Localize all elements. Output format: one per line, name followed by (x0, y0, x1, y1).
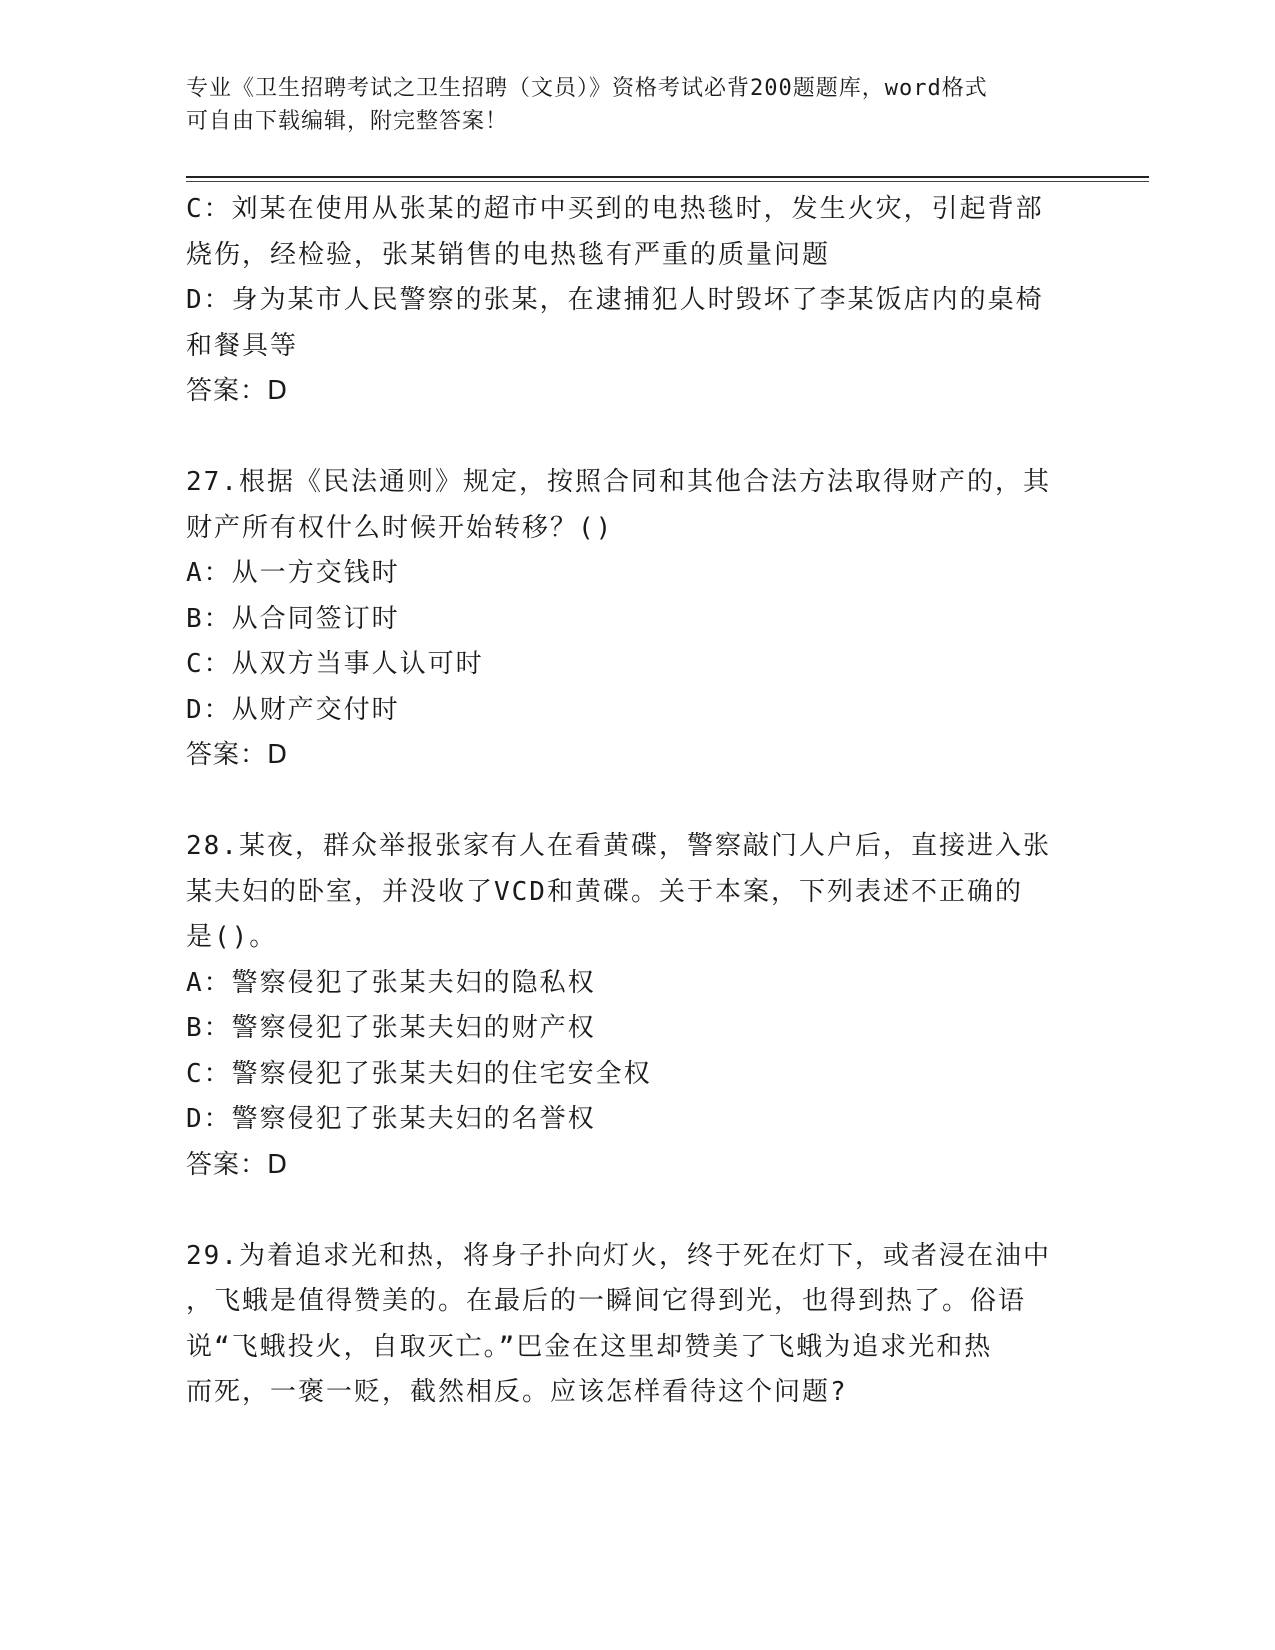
q28-answer: 答案：D (186, 1149, 289, 1180)
q28-stem-line-2: 某夫妇的卧室，并没收了VCD和黄碟。关于本案，下列表述不正确的 (186, 876, 1023, 907)
q27-stem-line-1: 27.根据《民法通则》规定，按照合同和其他合法方法取得财产的，其 (186, 467, 1051, 497)
q28-option-b: B：警察侵犯了张某夫妇的财产权 (186, 1013, 596, 1043)
q29-stem-line-1: 29.为着追求光和热，将身子扑向灯火，终于死在灯下，或者浸在油中 (186, 1240, 1051, 1271)
question-28 (186, 824, 1086, 1188)
document-header (186, 72, 1066, 138)
q27-option-a: A：从一方交钱时 (186, 558, 400, 588)
q27-stem-line-2: 财产所有权什么时候开始转移？() (186, 512, 614, 543)
header-divider-thick (186, 176, 1149, 178)
question-26 (186, 187, 1086, 415)
question-29 (186, 1234, 1086, 1416)
q26-option-d-line-2: 和餐具等 (186, 330, 299, 361)
question-27 (186, 460, 1086, 779)
q27-option-c: C：从双方当事人认可时 (186, 649, 484, 679)
q27-answer: 答案：D (186, 740, 289, 770)
q26-option-d-line-1: D：身为某市人民警察的张某，在逮捕犯人时毁坏了李某饭店内的桌椅 (186, 285, 1044, 315)
header-title-line-1: 专业《卫生招聘考试之卫生招聘（文员）》资格考试必背200题题库，word格式 (186, 76, 988, 101)
q28-option-c: C：警察侵犯了张某夫妇的住宅安全权 (186, 1058, 652, 1089)
q27-option-d: D：从财产交付时 (186, 694, 400, 725)
header-title-line-2: 可自由下载编辑，附完整答案！ (186, 109, 509, 134)
header-divider-thin (186, 181, 1149, 182)
q27-option-b: B：从合同签订时 (186, 603, 400, 634)
document-body (186, 187, 1086, 1416)
q26-answer: 答案：D (186, 376, 289, 406)
q28-option-d: D：警察侵犯了张某夫妇的名誉权 (186, 1104, 596, 1134)
q29-stem-line-4: 而死，一褒一贬，截然相反。应该怎样看待这个问题? (186, 1377, 848, 1407)
q26-option-c-line-2: 烧伤，经检验，张某销售的电热毯有严重的质量问题 (186, 239, 831, 270)
q26-option-c-line-1: C：刘某在使用从张某的超市中买到的电热毯时，发生火灾，引起背部 (186, 194, 1044, 224)
spacer (186, 415, 1086, 461)
spacer (186, 1188, 1086, 1234)
q28-stem-line-3: 是()。 (186, 922, 278, 952)
spacer (186, 779, 1086, 825)
q28-option-a: A：警察侵犯了张某夫妇的隐私权 (186, 967, 596, 998)
q29-stem-line-3: 说“飞蛾投火，自取灭亡。”巴金在这里却赞美了飞蛾为追求光和热 (186, 1331, 993, 1362)
q28-stem-line-1: 28.某夜，群众举报张家有人在看黄碟，警察敲门人户后，直接进入张 (186, 831, 1051, 861)
q29-stem-line-2: ，飞蛾是值得赞美的。在最后的一瞬间它得到光，也得到热了。俗语 (186, 1286, 1027, 1316)
